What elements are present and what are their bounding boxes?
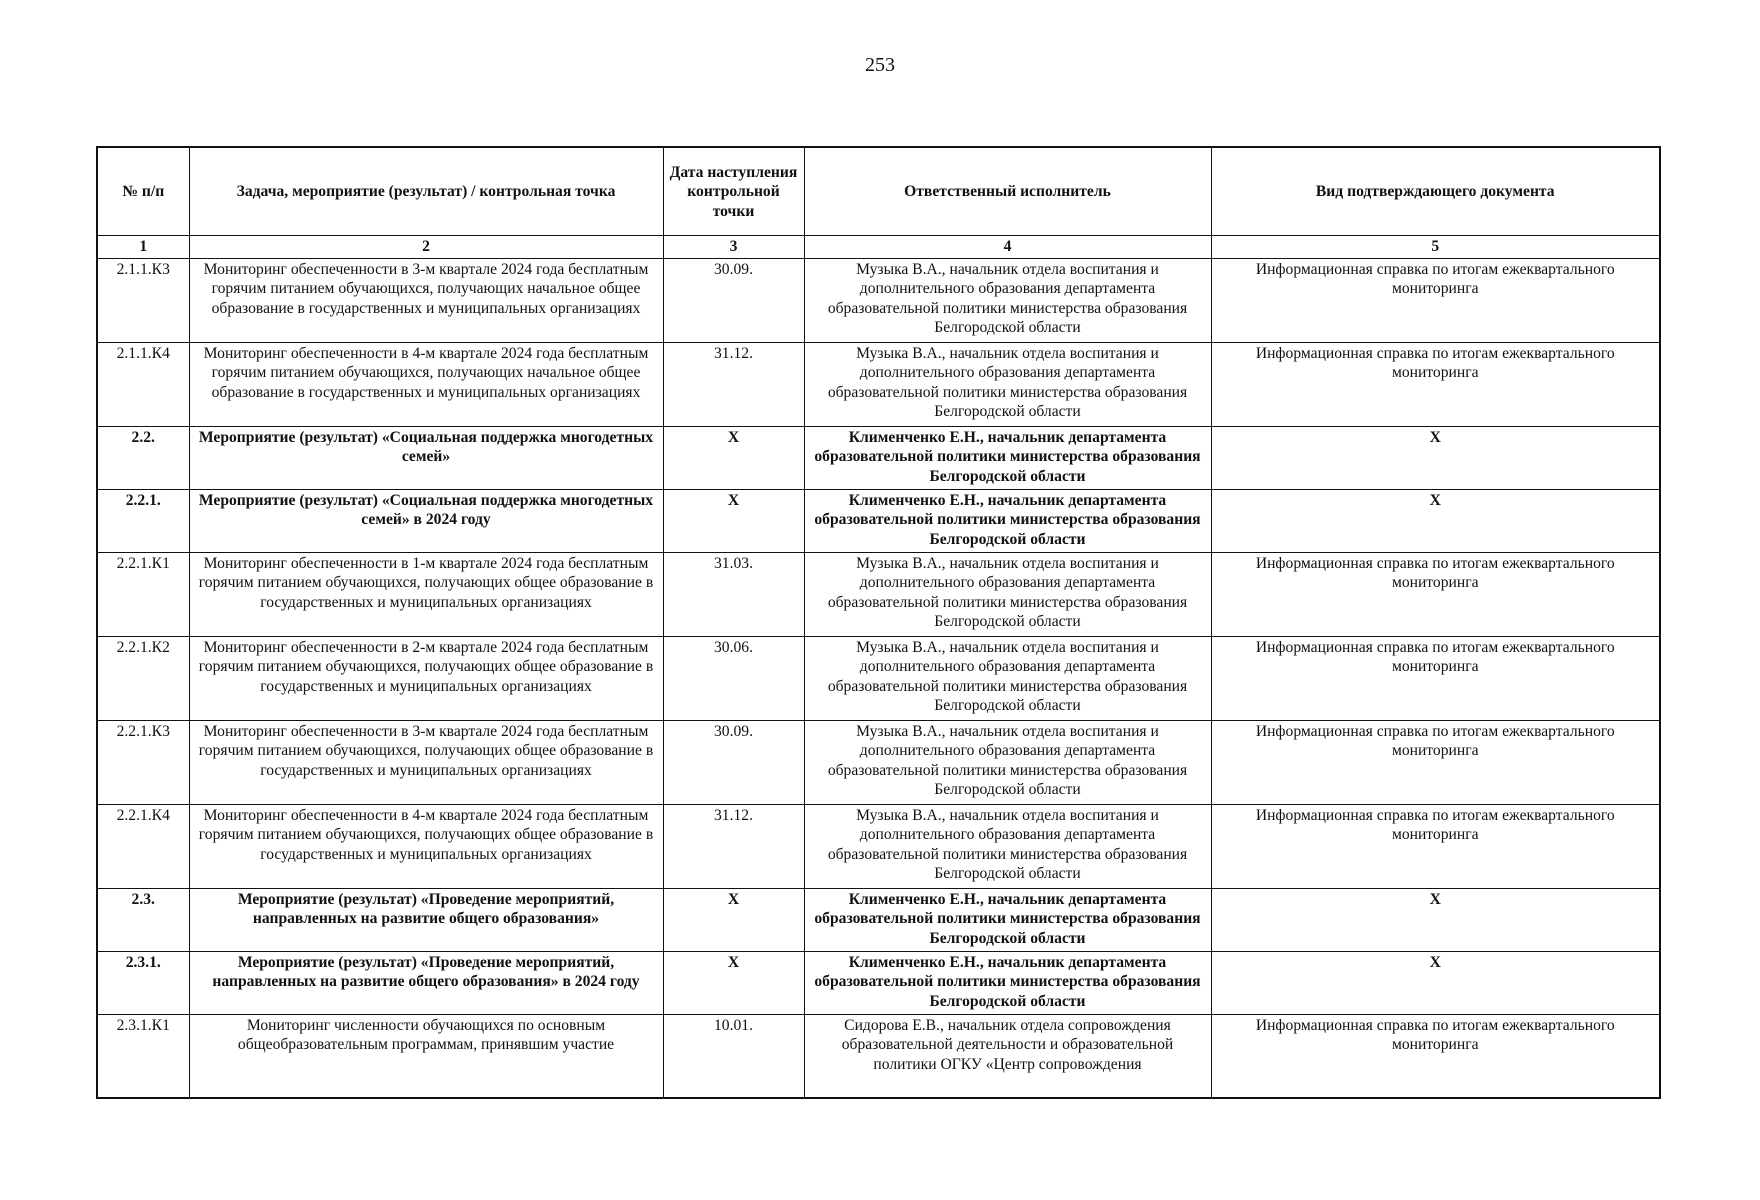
row-responsible: Клименченко Е.Н., начальник департамента образовательной политики министерства образования Белгородской области [804, 489, 1211, 552]
row-document: Информационная справка по итогам ежеквартального мониторинга [1211, 342, 1660, 426]
control-points-table [96, 146, 1661, 1099]
row-task: Мониторинг обеспеченности в 3-м квартале 2024 года бесплатным горячим питанием обучающихся, получающих общее образование в государственных и муниципальных организациях [189, 720, 663, 804]
column-number: 3 [663, 235, 804, 258]
column-number: 2 [189, 235, 663, 258]
table-row [97, 720, 1660, 804]
table-row [97, 888, 1660, 951]
row-number: 2.1.1.К4 [97, 342, 189, 426]
column-number: 4 [804, 235, 1211, 258]
row-responsible: Музыка В.А., начальник отдела воспитания и дополнительного образования департамента образовательной политики министерства образования Белгородской области [804, 342, 1211, 426]
row-responsible: Сидорова Е.В., начальник отдела сопровождения образовательной деятельности и образовательной политики ОГКУ «Центр сопровождения [804, 1014, 1211, 1098]
page-number: 253 [865, 54, 895, 76]
row-number: 2.2.1.К2 [97, 636, 189, 720]
header-date: Дата наступления контрольной точки [663, 147, 804, 235]
column-number: 1 [97, 235, 189, 258]
header-task: Задача, мероприятие (результат) / контрольная точка [189, 147, 663, 235]
row-date: 30.09. [663, 258, 804, 342]
row-date: 10.01. [663, 1014, 804, 1098]
row-responsible: Музыка В.А., начальник отдела воспитания и дополнительного образования департамента образовательной политики министерства образования Белгородской области [804, 720, 1211, 804]
row-number: 2.2. [97, 426, 189, 489]
row-task: Мероприятие (результат) «Социальная поддержка многодетных семей» [189, 426, 663, 489]
row-document: Х [1211, 951, 1660, 1014]
row-date: 30.09. [663, 720, 804, 804]
row-responsible: Клименченко Е.Н., начальник департамента образовательной политики министерства образования Белгородской области [804, 426, 1211, 489]
row-document: Информационная справка по итогам ежеквартального мониторинга [1211, 636, 1660, 720]
row-number: 2.2.1. [97, 489, 189, 552]
row-document: Х [1211, 426, 1660, 489]
row-responsible: Музыка В.А., начальник отдела воспитания и дополнительного образования департамента образовательной политики министерства образования Белгородской области [804, 804, 1211, 888]
table-row [97, 489, 1660, 552]
row-number: 2.1.1.К3 [97, 258, 189, 342]
row-date: 30.06. [663, 636, 804, 720]
column-number: 5 [1211, 235, 1660, 258]
table-row [97, 258, 1660, 342]
row-responsible: Музыка В.А., начальник отдела воспитания и дополнительного образования департамента образовательной политики министерства образования Белгородской области [804, 258, 1211, 342]
table-row [97, 552, 1660, 636]
row-task: Мониторинг численности обучающихся по основным общеобразовательным программам, принявшим участие [189, 1014, 663, 1098]
row-date: Х [663, 951, 804, 1014]
row-responsible: Музыка В.А., начальник отдела воспитания и дополнительного образования департамента образовательной политики министерства образования Белгородской области [804, 636, 1211, 720]
header-responsible: Ответственный исполнитель [804, 147, 1211, 235]
table-header-row [97, 147, 1660, 235]
row-date: Х [663, 489, 804, 552]
row-task: Мониторинг обеспеченности в 4-м квартале 2024 года бесплатным горячим питанием обучающихся, получающих начальное общее образование в государственных и муниципальных организациях [189, 342, 663, 426]
header-number: № п/п [97, 147, 189, 235]
row-task: Мониторинг обеспеченности в 2-м квартале 2024 года бесплатным горячим питанием обучающихся, получающих общее образование в государственных и муниципальных организациях [189, 636, 663, 720]
row-task: Мониторинг обеспеченности в 3-м квартале 2024 года бесплатным горячим питанием обучающихся, получающих начальное общее образование в государственных и муниципальных организациях [189, 258, 663, 342]
row-number: 2.3. [97, 888, 189, 951]
row-responsible: Клименченко Е.Н., начальник департамента образовательной политики министерства образования Белгородской области [804, 951, 1211, 1014]
row-number: 2.2.1.К4 [97, 804, 189, 888]
row-date: Х [663, 426, 804, 489]
row-document: Информационная справка по итогам ежеквартального мониторинга [1211, 1014, 1660, 1098]
table-row [97, 636, 1660, 720]
row-document: Информационная справка по итогам ежеквартального мониторинга [1211, 258, 1660, 342]
row-document: Информационная справка по итогам ежеквартального мониторинга [1211, 804, 1660, 888]
table-row [97, 342, 1660, 426]
row-responsible: Клименченко Е.Н., начальник департамента образовательной политики министерства образования Белгородской области [804, 888, 1211, 951]
row-task: Мероприятие (результат) «Проведение мероприятий, направленных на развитие общего образования» [189, 888, 663, 951]
row-document: Информационная справка по итогам ежеквартального мониторинга [1211, 552, 1660, 636]
table-row [97, 1014, 1660, 1098]
row-number: 2.3.1. [97, 951, 189, 1014]
row-task: Мероприятие (результат) «Социальная поддержка многодетных семей» в 2024 году [189, 489, 663, 552]
row-task: Мониторинг обеспеченности в 4-м квартале 2024 года бесплатным горячим питанием обучающихся, получающих общее образование в государственных и муниципальных организациях [189, 804, 663, 888]
row-date: 31.12. [663, 804, 804, 888]
row-document: Х [1211, 888, 1660, 951]
row-task: Мониторинг обеспеченности в 1-м квартале 2024 года бесплатным горячим питанием обучающихся, получающих общее образование в государственных и муниципальных организациях [189, 552, 663, 636]
column-numbers-row [97, 235, 1660, 258]
row-number: 2.2.1.К1 [97, 552, 189, 636]
row-document: Информационная справка по итогам ежеквартального мониторинга [1211, 720, 1660, 804]
row-date: 31.12. [663, 342, 804, 426]
row-responsible: Музыка В.А., начальник отдела воспитания и дополнительного образования департамента образовательной политики министерства образования Белгородской области [804, 552, 1211, 636]
table-row [97, 951, 1660, 1014]
row-number: 2.2.1.К3 [97, 720, 189, 804]
row-number: 2.3.1.К1 [97, 1014, 189, 1098]
row-task: Мероприятие (результат) «Проведение мероприятий, направленных на развитие общего образования» в 2024 году [189, 951, 663, 1014]
header-document: Вид подтверждающего документа [1211, 147, 1660, 235]
table-row [97, 426, 1660, 489]
table-row [97, 804, 1660, 888]
row-date: 31.03. [663, 552, 804, 636]
row-document: Х [1211, 489, 1660, 552]
row-date: Х [663, 888, 804, 951]
